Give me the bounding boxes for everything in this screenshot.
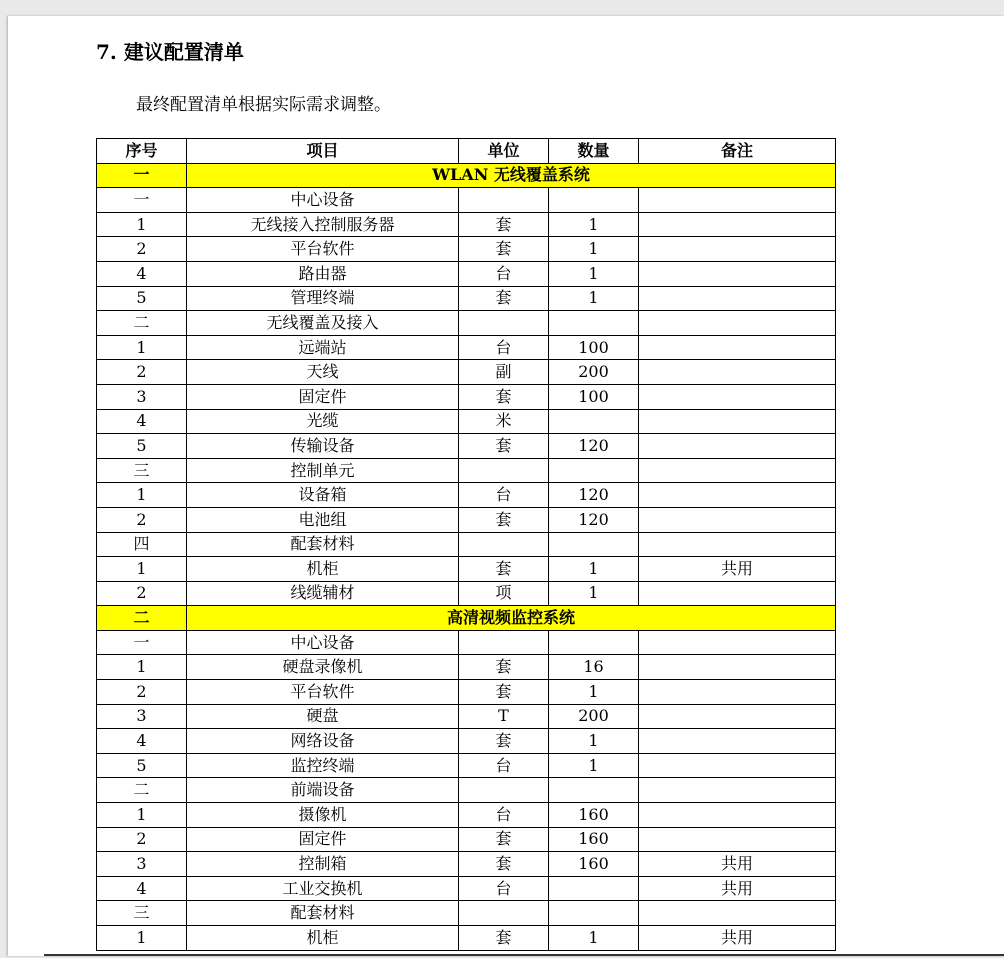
- cell-num: 一: [97, 188, 187, 213]
- cell-note: [639, 704, 836, 729]
- cell-qty: 16: [549, 655, 639, 680]
- cell-unit: 项: [459, 581, 549, 606]
- table-row: [97, 680, 836, 705]
- cell-qty: [549, 778, 639, 803]
- cell-num: 2: [97, 360, 187, 385]
- cell-qty: 1: [549, 926, 639, 951]
- cell-item: 远端站: [187, 335, 459, 360]
- table-row: [97, 311, 836, 336]
- table-row: [97, 360, 836, 385]
- table-row: [97, 852, 836, 877]
- cell-unit: 套: [459, 729, 549, 754]
- cell-qty: [549, 901, 639, 926]
- cell-note: 共用: [639, 852, 836, 877]
- cell-qty: 120: [549, 483, 639, 508]
- section-row: [97, 163, 836, 188]
- header-num: 序号: [97, 139, 187, 164]
- cell-item: 控制箱: [187, 852, 459, 877]
- cell-num: 二: [97, 311, 187, 336]
- cell-unit: 套: [459, 237, 549, 262]
- table-row: [97, 434, 836, 459]
- cell-note: 共用: [639, 557, 836, 582]
- table-row: [97, 630, 836, 655]
- cell-num: 1: [97, 926, 187, 951]
- cell-note: [639, 434, 836, 459]
- cell-unit: 套: [459, 384, 549, 409]
- cell-note: [639, 188, 836, 213]
- cell-item: 固定件: [187, 384, 459, 409]
- cell-item: 控制单元: [187, 458, 459, 483]
- cell-unit: 台: [459, 335, 549, 360]
- cell-unit: 套: [459, 212, 549, 237]
- cell-unit: 套: [459, 507, 549, 532]
- cell-item: 设备箱: [187, 483, 459, 508]
- table-row: [97, 237, 836, 262]
- cell-num: 四: [97, 532, 187, 557]
- cell-note: [639, 458, 836, 483]
- cell-num: 4: [97, 729, 187, 754]
- cell-qty: [549, 409, 639, 434]
- cell-note: [639, 212, 836, 237]
- cell-qty: [549, 532, 639, 557]
- cell-item: 固定件: [187, 827, 459, 852]
- cell-note: [639, 630, 836, 655]
- cell-note: 共用: [639, 876, 836, 901]
- intro-paragraph: 最终配置清单根据实际需求调整。: [136, 95, 391, 115]
- cell-num: 一: [97, 630, 187, 655]
- cell-unit: [459, 630, 549, 655]
- table-row: [97, 384, 836, 409]
- cell-note: [639, 655, 836, 680]
- cell-note: [639, 286, 836, 311]
- header-qty: 数量: [549, 139, 639, 164]
- table-row: [97, 188, 836, 213]
- table-row: [97, 261, 836, 286]
- cell-num: 1: [97, 655, 187, 680]
- table-row: [97, 212, 836, 237]
- cell-num: 3: [97, 704, 187, 729]
- cell-qty: [549, 311, 639, 336]
- cell-item: 中心设备: [187, 630, 459, 655]
- header-unit: 单位: [459, 139, 549, 164]
- cell-item: 管理终端: [187, 286, 459, 311]
- cell-item: 平台软件: [187, 680, 459, 705]
- cell-unit: 套: [459, 434, 549, 459]
- cell-item: 传输设备: [187, 434, 459, 459]
- cell-num: 3: [97, 852, 187, 877]
- cell-unit: 台: [459, 483, 549, 508]
- cell-unit: [459, 311, 549, 336]
- cell-num: 2: [97, 507, 187, 532]
- cell-unit: T: [459, 704, 549, 729]
- cell-unit: 套: [459, 655, 549, 680]
- cell-qty: 200: [549, 360, 639, 385]
- cell-qty: [549, 876, 639, 901]
- cell-item: 摄像机: [187, 803, 459, 828]
- cell-num: 1: [97, 483, 187, 508]
- cell-unit: [459, 532, 549, 557]
- cell-item: 工业交换机: [187, 876, 459, 901]
- table-row: [97, 876, 836, 901]
- cell-note: [639, 680, 836, 705]
- cell-unit: 台: [459, 753, 549, 778]
- header-item: 项目: [187, 139, 459, 164]
- cell-note: [639, 237, 836, 262]
- cell-item: 硬盘录像机: [187, 655, 459, 680]
- table-row: [97, 507, 836, 532]
- cell-item: 机柜: [187, 557, 459, 582]
- cell-note: [639, 335, 836, 360]
- cell-item: 平台软件: [187, 237, 459, 262]
- cell-unit: 套: [459, 827, 549, 852]
- cell-item: 中心设备: [187, 188, 459, 213]
- cell-num: 三: [97, 458, 187, 483]
- cell-note: [639, 581, 836, 606]
- section-row: [97, 606, 836, 631]
- cell-note: [639, 901, 836, 926]
- cell-note: 共用: [639, 926, 836, 951]
- cell-qty: 1: [549, 212, 639, 237]
- cell-qty: 1: [549, 581, 639, 606]
- cell-qty: 1: [549, 680, 639, 705]
- table-row: [97, 778, 836, 803]
- cell-item: 无线接入控制服务器: [187, 212, 459, 237]
- table-row: [97, 335, 836, 360]
- cell-note: [639, 360, 836, 385]
- cell-note: [639, 261, 836, 286]
- table-row: [97, 704, 836, 729]
- cell-qty: [549, 630, 639, 655]
- cell-item: 线缆辅材: [187, 581, 459, 606]
- cell-note: [639, 532, 836, 557]
- cell-item: 硬盘: [187, 704, 459, 729]
- table-row: [97, 286, 836, 311]
- cell-qty: 1: [549, 729, 639, 754]
- cell-unit: 套: [459, 852, 549, 877]
- page-bottom-divider: [44, 954, 1004, 956]
- table-body: [97, 163, 836, 950]
- cell-item: 前端设备: [187, 778, 459, 803]
- table-header-row: [97, 139, 836, 164]
- cell-qty: 160: [549, 852, 639, 877]
- cell-qty: 200: [549, 704, 639, 729]
- cell-num: 5: [97, 753, 187, 778]
- cell-unit: 台: [459, 261, 549, 286]
- table-row: [97, 458, 836, 483]
- section-number: 二: [97, 606, 187, 631]
- cell-num: 2: [97, 581, 187, 606]
- cell-num: 三: [97, 901, 187, 926]
- table-row: [97, 532, 836, 557]
- cell-item: 网络设备: [187, 729, 459, 754]
- cell-qty: 120: [549, 434, 639, 459]
- cell-item: 无线覆盖及接入: [187, 311, 459, 336]
- cell-num: 1: [97, 803, 187, 828]
- cell-qty: 100: [549, 384, 639, 409]
- cell-unit: 套: [459, 557, 549, 582]
- cell-item: 电池组: [187, 507, 459, 532]
- cell-note: [639, 803, 836, 828]
- table-row: [97, 803, 836, 828]
- cell-qty: 120: [549, 507, 639, 532]
- cell-qty: 1: [549, 557, 639, 582]
- cell-unit: [459, 901, 549, 926]
- cell-note: [639, 507, 836, 532]
- cell-qty: 160: [549, 803, 639, 828]
- table-row: [97, 753, 836, 778]
- cell-num: 4: [97, 261, 187, 286]
- section-title: 高清视频监控系统: [187, 606, 836, 631]
- cell-note: [639, 753, 836, 778]
- section-number: 一: [97, 163, 187, 188]
- cell-unit: [459, 188, 549, 213]
- cell-num: 5: [97, 286, 187, 311]
- cell-qty: 100: [549, 335, 639, 360]
- cell-qty: 160: [549, 827, 639, 852]
- cell-unit: 套: [459, 286, 549, 311]
- cell-item: 机柜: [187, 926, 459, 951]
- cell-item: 天线: [187, 360, 459, 385]
- cell-item: 配套材料: [187, 532, 459, 557]
- cell-note: [639, 311, 836, 336]
- table-row: [97, 926, 836, 951]
- table-row: [97, 901, 836, 926]
- cell-num: 1: [97, 212, 187, 237]
- cell-unit: 台: [459, 803, 549, 828]
- cell-unit: [459, 778, 549, 803]
- cell-qty: 1: [549, 286, 639, 311]
- cell-qty: 1: [549, 261, 639, 286]
- table-row: [97, 409, 836, 434]
- cell-note: [639, 483, 836, 508]
- cell-num: 1: [97, 557, 187, 582]
- cell-num: 二: [97, 778, 187, 803]
- cell-note: [639, 827, 836, 852]
- cell-qty: 1: [549, 753, 639, 778]
- table-row: [97, 655, 836, 680]
- cell-num: 1: [97, 335, 187, 360]
- cell-note: [639, 778, 836, 803]
- cell-item: 配套材料: [187, 901, 459, 926]
- cell-unit: 米: [459, 409, 549, 434]
- cell-num: 2: [97, 827, 187, 852]
- table-row: [97, 581, 836, 606]
- section-title: WLAN 无线覆盖系统: [187, 163, 836, 188]
- cell-qty: [549, 458, 639, 483]
- cell-item: 监控终端: [187, 753, 459, 778]
- cell-unit: [459, 458, 549, 483]
- section-heading: 7. 建议配置清单: [96, 40, 244, 64]
- cell-num: 2: [97, 680, 187, 705]
- header-note: 备注: [639, 139, 836, 164]
- cell-num: 5: [97, 434, 187, 459]
- table-row: [97, 827, 836, 852]
- document-page: [8, 16, 1004, 956]
- cell-unit: 套: [459, 680, 549, 705]
- cell-qty: [549, 188, 639, 213]
- cell-unit: 套: [459, 926, 549, 951]
- cell-item: 光缆: [187, 409, 459, 434]
- config-table: [96, 138, 836, 951]
- cell-note: [639, 384, 836, 409]
- cell-num: 4: [97, 409, 187, 434]
- cell-item: 路由器: [187, 261, 459, 286]
- cell-unit: 副: [459, 360, 549, 385]
- cell-unit: 台: [459, 876, 549, 901]
- cell-num: 4: [97, 876, 187, 901]
- cell-num: 3: [97, 384, 187, 409]
- cell-note: [639, 729, 836, 754]
- cell-note: [639, 409, 836, 434]
- cell-num: 2: [97, 237, 187, 262]
- cell-qty: 1: [549, 237, 639, 262]
- table-row: [97, 729, 836, 754]
- table-row: [97, 557, 836, 582]
- table-row: [97, 483, 836, 508]
